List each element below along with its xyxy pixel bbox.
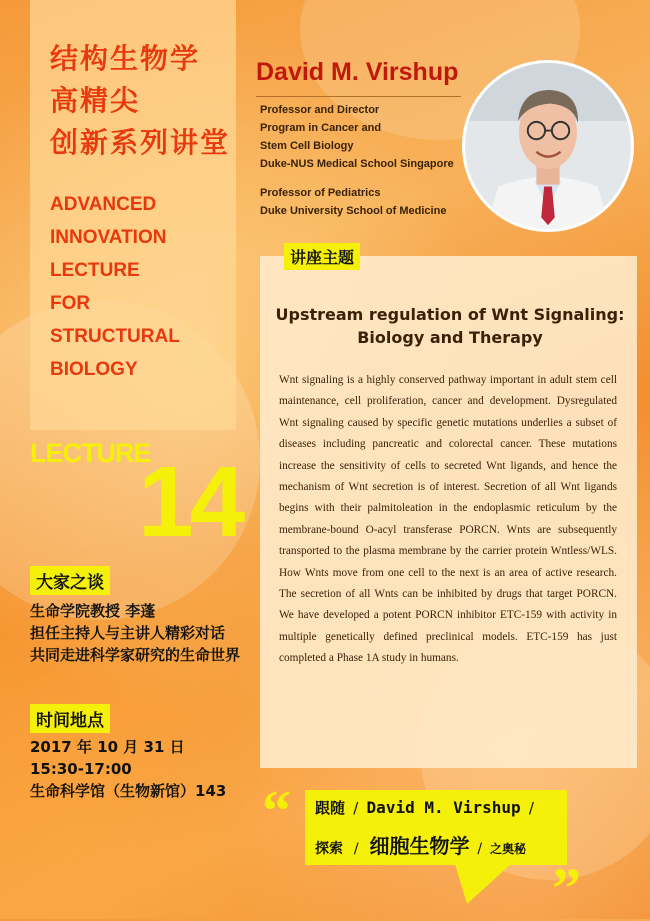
event-venue: 生命科学馆（生物新馆）143 [30, 782, 227, 800]
series-title-cn-line: 结构生物学 [50, 42, 201, 75]
open-quote-mark: “ [262, 778, 291, 843]
host-line: 担任主持人与主讲人精彩对话 [30, 624, 226, 642]
speaker-titles-primary [260, 101, 454, 173]
time-place-label: 时间地点 [30, 704, 110, 733]
lecture-label: LECTURE [30, 438, 151, 468]
speaker-title-line: Program in Cancer and [260, 122, 382, 134]
slogan-follow: 跟随 [315, 799, 346, 817]
slogan-subject: 细胞生物学 [369, 834, 470, 858]
speaker-title-line: Stem Cell Biology [260, 140, 354, 152]
slogan-line-1 [315, 797, 534, 818]
slogan-separator: / [353, 841, 359, 857]
speaker-titles-secondary [260, 184, 446, 220]
slogan-line-2 [315, 830, 526, 859]
host-label: 大家之谈 [30, 566, 110, 595]
speaker-title-line: Professor of Pediatrics [260, 187, 381, 199]
host-line: 生命学院教授 李蓬 [30, 602, 156, 620]
series-title-cn [50, 38, 230, 164]
series-title-en-line: STRUCTURAL [50, 326, 180, 347]
series-title-en-line: BIOLOGY [50, 359, 138, 380]
slogan-speaker-name: David M. Virshup [366, 798, 521, 817]
speaker-portrait-illustration [465, 63, 631, 229]
lecture-title [270, 303, 630, 349]
lecture-title-line: Biology and Therapy [357, 328, 543, 347]
host-lines [30, 600, 240, 666]
series-title-en-line: ADVANCED [50, 194, 157, 215]
series-title-cn-line: 高精尖 [50, 84, 141, 117]
lecture-title-line: Upstream regulation of Wnt Signaling: [275, 305, 625, 324]
slogan-explore: 探索 [315, 841, 343, 857]
slogan-separator: / [477, 841, 483, 857]
divider [256, 96, 461, 97]
speaker-title-line: Duke-NUS Medical School Singapore [260, 158, 454, 170]
event-time: 15:30-17:00 [30, 760, 132, 778]
slogan-bubble-tail [455, 864, 511, 904]
event-date: 2017 年 10 月 31 日 [30, 738, 185, 756]
series-title-en-line: INNOVATION [50, 227, 167, 248]
series-title-en-line: FOR [50, 293, 91, 314]
lecture-number: 14 [138, 446, 242, 558]
time-place-details [30, 736, 226, 802]
speaker-name: David M. Virshup [256, 58, 459, 86]
close-quote-mark: ” [552, 856, 581, 921]
series-title-en [50, 188, 180, 386]
speaker-title-line: Professor and Director [260, 104, 380, 116]
slogan-mystery: 之奥秘 [489, 842, 526, 856]
topic-label: 讲座主题 [284, 243, 360, 270]
speaker-photo [462, 60, 634, 232]
slogan-separator: / [528, 799, 534, 817]
slogan-separator: / [353, 799, 359, 817]
series-title-cn-line: 创新系列讲堂 [50, 126, 231, 159]
series-title-en-line: LECTURE [50, 260, 140, 281]
host-line: 共同走进科学家研究的生命世界 [30, 646, 241, 664]
lecture-abstract: Wnt signaling is a highly conserved pathway important in adult stem cell maintenance, cell proliferation, cancer and development. Dysregulated Wnt signaling caused by specific genetic mutations underlies a subset of diseases including pancreatic and colorectal cancer. These mutations increase the sensitivity of cells to secreted Wnt ligands, and hence the mechanism of Wnt secretion is of interest. Secretion of all Wnt ligands begins with their palmitoleation in the endoplasmic reticulum by the membrane-bound O-acyl transferase PORCN. Wnts are subsequently transported to the plasma membrane by the carrier protein Wntless/WLS. How Wnts move from one cell to the next is an area of active research. The secretion of all Wnts can be inhibited by drugs that target PORCN. We have developed a potent PORCN inhibitor ETC-159 with activity in multiple genetically defined preclinical models. ETC-159 has just completed a Phase 1A study in humans. [279, 374, 617, 665]
speaker-title-line: Duke University School of Medicine [260, 205, 447, 217]
